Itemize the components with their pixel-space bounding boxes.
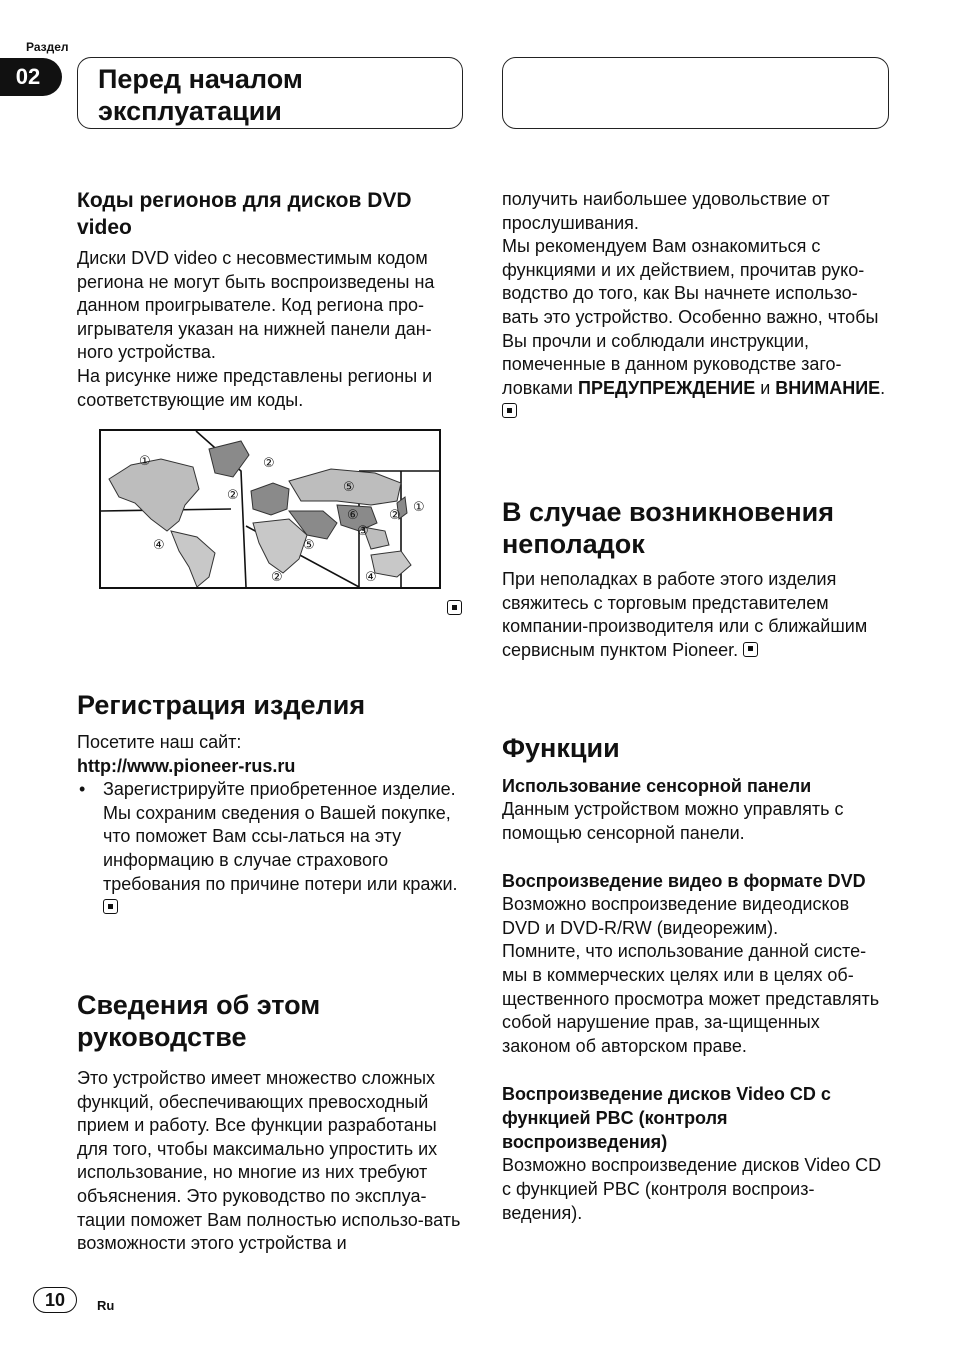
page-number: 10 (33, 1287, 77, 1313)
vcd-paragraph: Возможно воспроизведение дисков Video CD с функцией PBC (контроля воспроиз-ведения). (502, 1155, 882, 1223)
dvd-paragraph-2: Помните, что использование данной систе-мы в коммерческих целях или в целях об-щественного просмотра может представлять собой нарушение прав, за-щищенных законом об авторском праве. (502, 941, 880, 1056)
section-label: Раздел (26, 40, 69, 54)
warning-label: ПРЕДУПРЕЖДЕНИЕ (578, 377, 756, 398)
touch-paragraph: Данным устройством можно управлять с помощью сенсорной панели. (502, 799, 844, 843)
end-mark-icon (502, 403, 517, 418)
map-label: ② (271, 570, 283, 585)
vcd-heading: Воспроизведение дисков Video CD с функцией PBC (контроля воспроизведения) (502, 1084, 831, 1153)
map-label: ② (263, 456, 275, 471)
trouble-text: При неполадках в работе этого изделия свяжитесь с торговым представителем компании-производителя или с ближайшим сервисным пунктом Pioneer. (502, 569, 868, 660)
functions-section (502, 732, 888, 1225)
section-number-badge: 02 (0, 58, 62, 96)
end-mark-icon (743, 642, 758, 657)
language-label: Ru (97, 1298, 115, 1313)
dvd-paragraph-1: Возможно воспроизведение видеодисков DVD и DVD-R/RW (видеорежим). (502, 894, 850, 938)
map-label: ⑥ (347, 508, 359, 523)
end-mark-icon (103, 899, 118, 914)
map-label: ② (227, 488, 239, 503)
continuation-paragraph-1: получить наибольшее удовольствие от прослушивания. (502, 189, 830, 233)
end-mark-icon (447, 600, 462, 615)
registration-visit-text: Посетите наш сайт: (77, 732, 242, 752)
region-section (77, 187, 463, 412)
map-label: ⑤ (303, 538, 315, 553)
dvd-heading: Воспроизведение видео в формате DVD (502, 871, 866, 892)
map-label: ④ (153, 538, 165, 553)
region-map (99, 429, 441, 589)
manual-continuation (502, 188, 888, 424)
trouble-section (502, 496, 888, 662)
chapter-title: Перед началом эксплуатации (98, 64, 303, 126)
registration-url[interactable]: http://www.pioneer-rus.ru (77, 755, 296, 776)
region-paragraph-2: На рисунке ниже представлены регионы и соответствующие им коды. (77, 365, 433, 410)
region-heading: Коды регионов для дисков DVD video (77, 189, 412, 239)
map-label: ① (413, 500, 425, 515)
registration-section (77, 689, 463, 920)
trouble-paragraph (502, 568, 888, 662)
manual-paragraph: Это устройство имеет множество сложных функций, обеспечивающих превосходный прием и работу. Все функции разработаны для того, чтобы максимально упростить их использование, но многие из них требуют объяснения. Это руководство по эксплуа-тации поможет Вам полностью использо-вать возможности этого устройства и (77, 1068, 461, 1254)
touch-heading: Использование сенсорной панели (502, 776, 812, 796)
trouble-heading: В случае возникновения неполадок (502, 497, 834, 559)
continuation-paragraph-2 (502, 235, 888, 424)
map-label: ② (389, 508, 401, 523)
map-label: ③ (357, 524, 369, 539)
manual-heading: Сведения об этом руководстве (77, 990, 321, 1052)
period-text: . (880, 377, 886, 398)
map-label: ① (139, 454, 151, 469)
registration-bullet (77, 778, 463, 920)
continuation-text: Мы рекомендуем Вам ознакомиться с функциями и их действием, прочитав руко-водство до того, как Вы начнете использо-вать это устройство. Особенно важно, чтобы Вы прочли и соблюдали инструкции, помеченные в данном руководстве заго-ловками (502, 236, 879, 398)
and-text: и (755, 377, 776, 398)
map-label: ⑤ (343, 480, 355, 495)
world-map-graphic (101, 431, 439, 587)
map-label: ④ (365, 570, 377, 585)
header-empty-box (502, 57, 889, 129)
chapter-title-box (77, 57, 463, 129)
functions-heading: Функции (502, 733, 620, 763)
manual-section (77, 989, 463, 1256)
region-paragraph-1: Диски DVD video с несовместимым кодом региона не могут быть воспроизведены на данном проигрывателе. Код региона про-игрывателя указан на нижней панели дан-ного устройства. (77, 248, 435, 363)
caution-label: ВНИМАНИЕ (775, 377, 881, 398)
registration-bullet-text: Зарегистрируйте приобретенное изделие. Мы сохраним сведения о Вашей покупке, что поможет Вам ссы-латься на эту информацию в случае страхового требования по причине потери или кражи. (103, 779, 458, 894)
registration-heading: Регистрация изделия (77, 690, 366, 720)
